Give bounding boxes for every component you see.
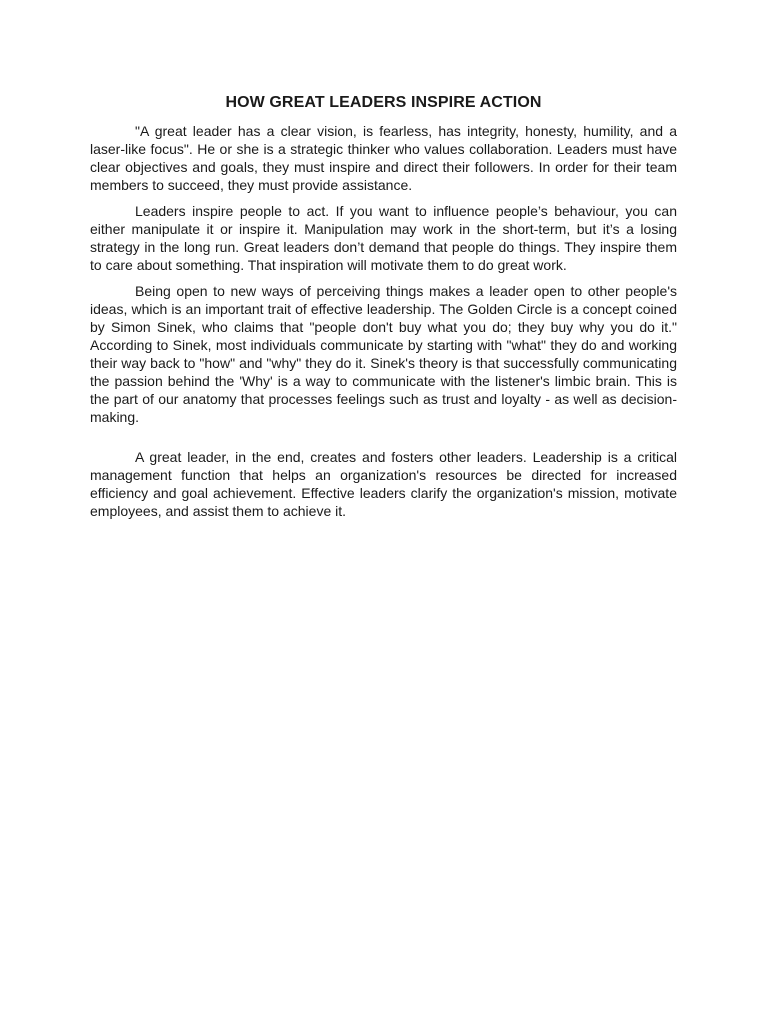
paragraph-fosters-leaders: A great leader, in the end, creates and fosters other leaders. Leadership is a critical management function that helps an organization's resources be directed for increased efficiency and goal achievement. Effective leaders clarify the organization's mission, motivate employees, and assist them to achieve it. [90,449,677,519]
paragraph-inspire: Leaders inspire people to act. If you want to influence people’s behaviour, you can either manipulate it or inspire it. Manipulation may work in the short-term, but it’s a losing strategy in the long run. Great leaders don’t demand that people do things. They inspire them to care about something. That inspiration will motivate them to do great work. [90,203,677,273]
paragraph-vision: "A great leader has a clear vision, is fearless, has integrity, honesty, humility, and a laser-like focus". He or she is a strategic thinker who values collaboration. Leaders must have clear objectives and goals, they must inspire and direct their followers. In order for their team members to succeed, they must provide assistance. [90,123,677,193]
document-page [90,94,677,528]
paragraph-golden-circle: Being open to new ways of perceiving things makes a leader open to other people's ideas, which is an important trait of effective leadership. The Golden Circle is a concept coined by Simon Sinek, who claims that "people don't buy what you do; they buy why you do it." According to Sinek, most individuals communicate by starting with "what" they do and working their way back to "how" and "why" they do it. Sinek's theory is that successfully communicating the passion behind the 'Why' is a way to communicate with the listener's limbic brain. This is the part of our anatomy that processes feelings such as trust and loyalty - as well as decision-making. [90,283,677,425]
document-title: HOW GREAT LEADERS INSPIRE ACTION [225,94,542,111]
